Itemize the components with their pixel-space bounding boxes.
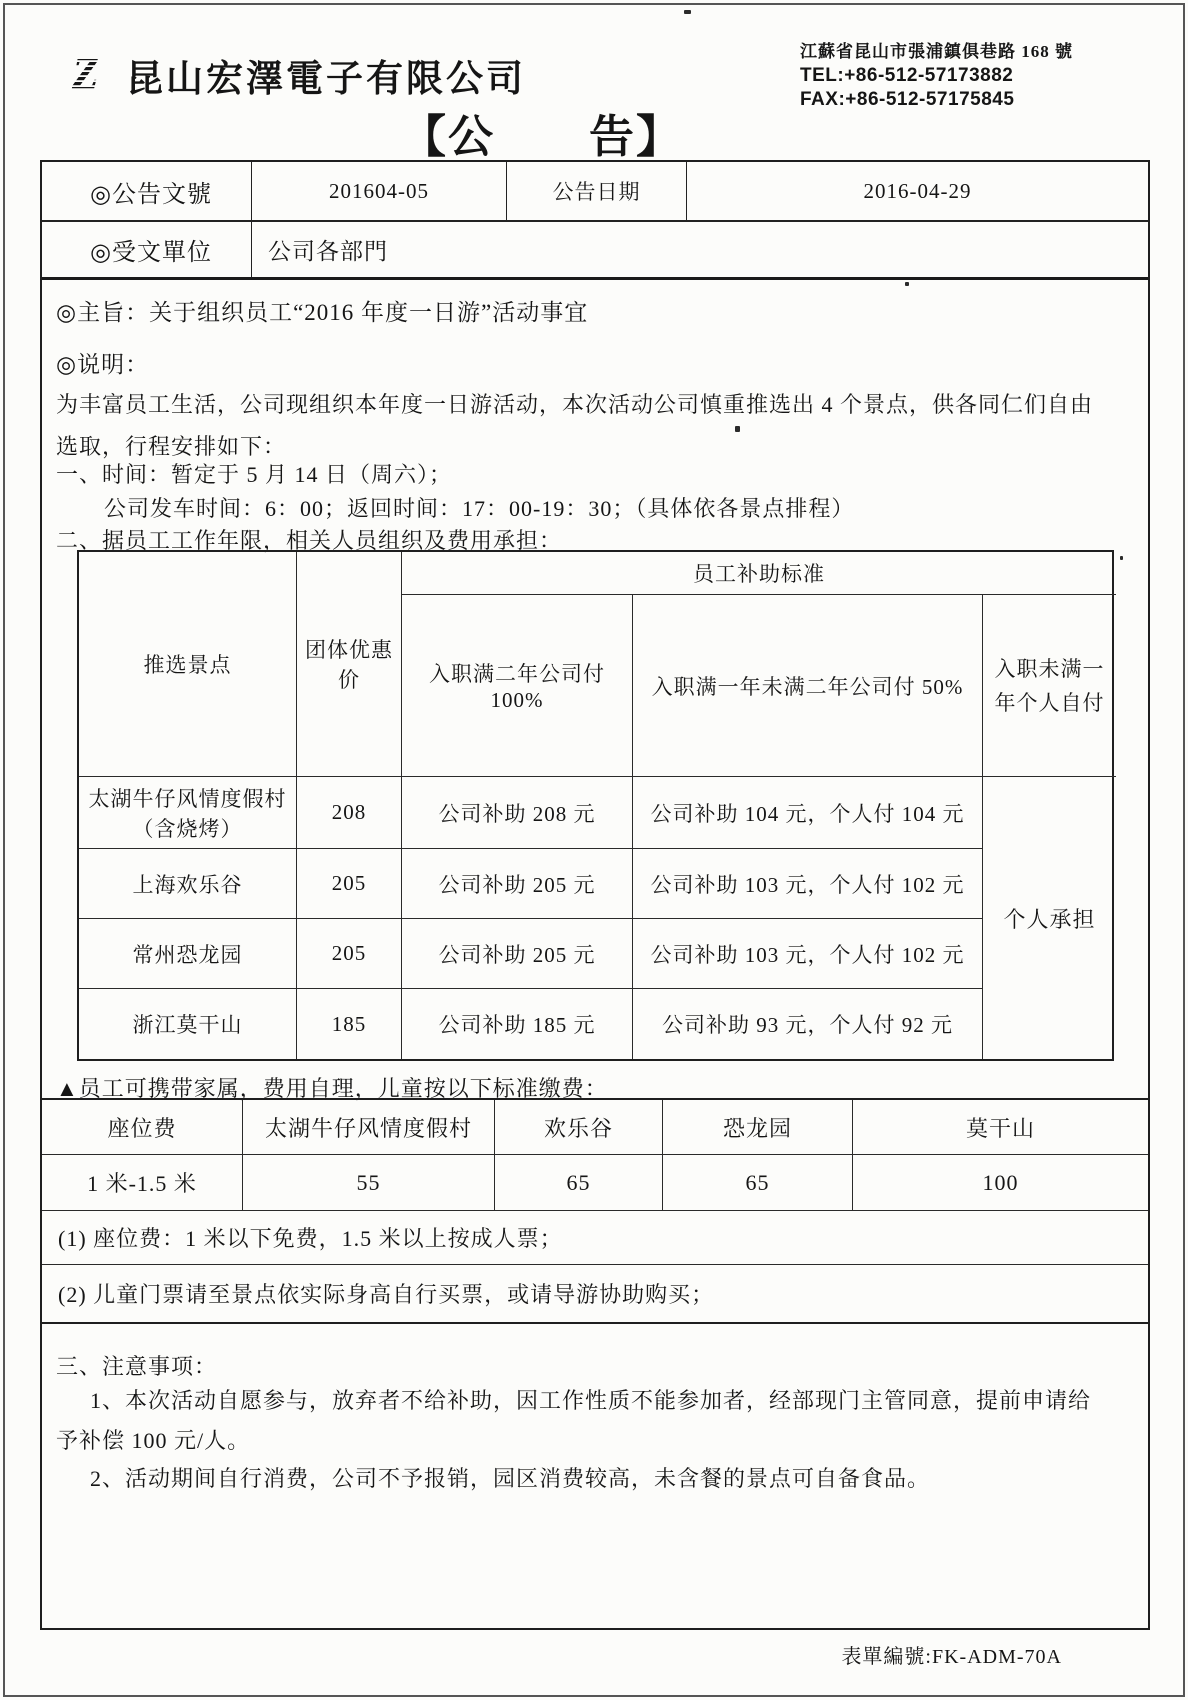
company-name: 昆山宏澤電子有限公司 — [126, 59, 526, 100]
content-box — [40, 160, 1150, 1630]
self-pay-merged-cell: 个人承担 — [982, 776, 1116, 1059]
table-row-half: 公司补助 103 元，个人付 102 元 — [632, 918, 982, 988]
scan-speck — [735, 426, 740, 432]
scan-speck — [905, 282, 909, 286]
seat-fee-value: 55 — [242, 1154, 494, 1210]
subject-line: ◎主旨：关于组织员工“2016 年度一日游”活动事宜 — [56, 300, 589, 325]
table-row-spot: 常州恐龙园 — [79, 918, 296, 988]
company-address: 江蘇省昆山市張浦鎮俱巷路 168 號 — [800, 42, 1073, 61]
meta-table-row-2 — [42, 222, 1148, 280]
table-row-price: 208 — [296, 776, 401, 848]
table-row-half: 公司补助 93 元，个人付 92 元 — [632, 988, 982, 1059]
table-row-price: 205 — [296, 848, 401, 918]
col-header-group-price: 团体优惠价 — [296, 552, 401, 776]
col-header-half-pay: 入职满一年未满二年公司付 50% — [632, 594, 982, 776]
section-3-heading: 三、注意事项： — [56, 1354, 218, 1379]
notice-line-1: 1、本次活动自愿参与，放弃者不给补助，因工作性质不能参加者，经部现门主管同意，提前申请给 — [90, 1388, 1092, 1413]
description-line-1: 为丰富员工生活，公司现组织本年度一日游活动，本次活动公司慎重推选出 4 个景点，供各同仁们自由 — [56, 392, 1094, 417]
company-header — [70, 48, 526, 102]
doc-no-value: 201604-05 — [252, 162, 507, 220]
scan-speck — [684, 10, 691, 14]
table-row-half: 公司补助 103 元，个人付 102 元 — [632, 848, 982, 918]
doc-no-label: ◎公告文號 — [42, 162, 252, 220]
schedule-line-2: 公司发车时间：6：00；返回时间：17：00-19：30；（具体依各景点排程） — [104, 496, 855, 521]
col-header-spot: 推选景点 — [143, 653, 232, 677]
table-row-spot: 上海欢乐谷 — [79, 848, 296, 918]
seat-note-1: (1) 座位费：1 米以下免费，1.5 米以上按成人票； — [42, 1210, 1148, 1264]
col-header-self-pay: 入职未满一年个人自付 — [982, 594, 1116, 776]
table-row-full: 公司补助 205 元 — [401, 918, 632, 988]
section-2-heading: 二、据员工工作年限，相关人员组织及费用承担： — [56, 528, 563, 553]
seat-fee-table — [42, 1098, 1148, 1324]
col-header-full-pay: 入职满二年公司付 100% — [401, 594, 632, 776]
company-logo-icon — [70, 52, 116, 99]
seat-col-header: 莫干山 — [852, 1100, 1148, 1154]
page-title: 【公 告】 — [400, 112, 683, 162]
seat-col-header: 恐龙园 — [662, 1100, 852, 1154]
schedule-line-1: 一、时间：暂定于 5 月 14 日（周六）； — [56, 462, 453, 487]
date-value: 2016-04-29 — [863, 178, 972, 203]
seat-note-2: (2) 儿童门票请至景点依实际身高自行买票，或请导游协助购买； — [42, 1264, 1148, 1322]
svg-text:Z: Z — [72, 51, 99, 94]
date-label: 公告日期 — [507, 162, 687, 220]
company-tel: TEL:+86-512-57173882 — [800, 65, 1014, 86]
table-row-full: 公司补助 185 元 — [401, 988, 632, 1059]
company-fax: FAX:+86-512-57175845 — [800, 89, 1015, 110]
seat-fee-value: 65 — [662, 1154, 852, 1210]
seat-col-header: 欢乐谷 — [494, 1100, 662, 1154]
description-line-2: 选取，行程安排如下： — [56, 434, 287, 459]
scan-speck — [1120, 556, 1123, 560]
table-row-spot: 太湖牛仔风情度假村（含烧烤） — [79, 776, 296, 848]
table-row-full: 公司补助 208 元 — [401, 776, 632, 848]
recipient-label: ◎受文單位 — [42, 222, 252, 277]
explain-label: ◎说明： — [56, 352, 150, 377]
table-row-price: 185 — [296, 988, 401, 1059]
col-header-subsidy-standard: 员工补助标准 — [401, 552, 1116, 594]
seat-fee-value: 65 — [494, 1154, 662, 1210]
form-number: 表單編號:FK-ADM-70A — [841, 1646, 1062, 1668]
meta-table-row-1 — [42, 162, 1148, 222]
notice-line-3: 2、活动期间自行消费，公司不予报销，园区消费较高，未含餐的景点可自备食品。 — [90, 1466, 931, 1491]
seat-fee-value: 1 米-1.5 米 — [42, 1154, 242, 1210]
table-row-half: 公司补助 104 元，个人付 104 元 — [632, 776, 982, 848]
table-row-price: 205 — [296, 918, 401, 988]
table-row-spot: 浙江莫干山 — [79, 988, 296, 1059]
table-row-full: 公司补助 205 元 — [401, 848, 632, 918]
recipient-value: 公司各部門 — [268, 239, 388, 264]
seat-col-header: 太湖牛仔风情度假村 — [242, 1100, 494, 1154]
notice-line-2: 予补偿 100 元/人。 — [56, 1428, 251, 1453]
seat-fee-value: 100 — [852, 1154, 1148, 1210]
family-note: ▲员工可携带家属，费用自理，儿童按以下标准缴费： — [56, 1076, 608, 1101]
seat-col-header: 座位费 — [107, 1115, 177, 1141]
subsidy-table — [77, 550, 1114, 1061]
